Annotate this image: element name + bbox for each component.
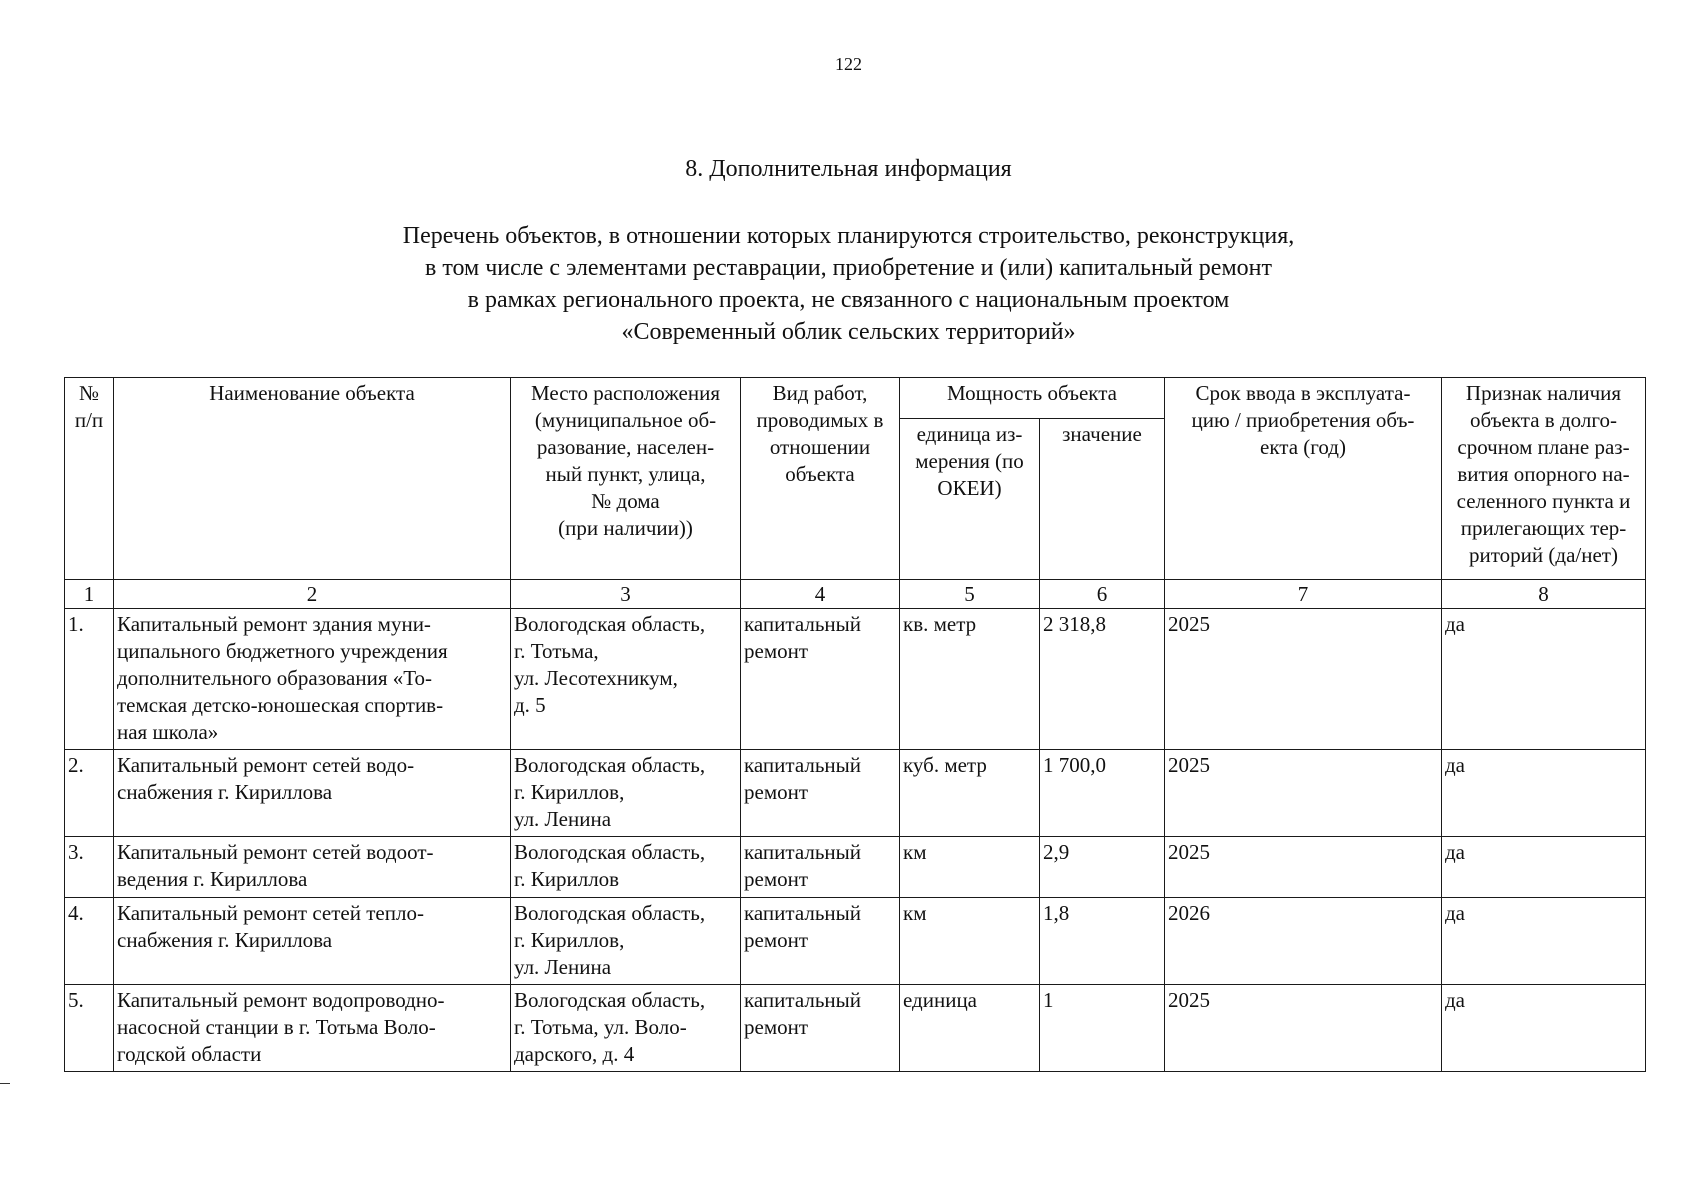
column-numbers-row xyxy=(65,580,1646,609)
plan-flag: да xyxy=(1442,985,1646,1072)
header-num: № п/п xyxy=(65,378,114,580)
table-row xyxy=(65,985,1646,1072)
commissioning-year: 2025 xyxy=(1165,750,1442,837)
column-number: 7 xyxy=(1165,580,1442,609)
capacity-value: 2 318,8 xyxy=(1040,609,1165,750)
object-location: Вологодская область, г. Кириллов, ул. Ленина xyxy=(511,750,741,837)
page-number: 122 xyxy=(835,54,862,74)
table-row xyxy=(65,609,1646,750)
object-name: Капитальный ремонт сетей тепло- снабжения г. Кириллова xyxy=(114,898,511,985)
header-location: Место расположения (муниципальное об- разование, населен- ный пункт, улица, № дома (при наличии)) xyxy=(511,378,741,580)
table-row xyxy=(65,750,1646,837)
unit-of-measure: кв. метр xyxy=(900,609,1040,750)
header-name: Наименование объекта xyxy=(114,378,511,580)
capacity-value: 1,8 xyxy=(1040,898,1165,985)
commissioning-year: 2025 xyxy=(1165,837,1442,898)
object-location: Вологодская область, г. Тотьма, ул. Лесотехникум, д. 5 xyxy=(511,609,741,750)
header-capacity: Мощность объекта xyxy=(900,378,1165,419)
commissioning-year: 2025 xyxy=(1165,985,1442,1072)
header-row xyxy=(65,378,1646,419)
row-number: 1. xyxy=(65,609,114,750)
table-row xyxy=(65,898,1646,985)
unit-of-measure: км xyxy=(900,837,1040,898)
object-location: Вологодская область, г. Кириллов xyxy=(511,837,741,898)
title-line: «Современный облик сельских территорий» xyxy=(621,319,1076,345)
header-plan-flag: Признак наличия объекта в долго- срочном плане раз- вития опорного на- селенного пункта и прилегающих тер- риторий (да/нет) xyxy=(1442,378,1646,580)
title-line: Перечень объектов, в отношении которых планируются строительство, реконструкция, xyxy=(402,223,1295,249)
objects-table xyxy=(64,377,1646,1072)
column-number: 2 xyxy=(114,580,511,609)
row-number: 5. xyxy=(65,985,114,1072)
column-number: 4 xyxy=(741,580,900,609)
row-number: 3. xyxy=(65,837,114,898)
plan-flag: да xyxy=(1442,837,1646,898)
plan-flag: да xyxy=(1442,898,1646,985)
header-deadline: Срок ввода в эксплуата- цию / приобретения объ- екта (год) xyxy=(1165,378,1442,580)
document-title xyxy=(250,220,1447,348)
margin-mark xyxy=(0,1083,10,1084)
object-name: Капитальный ремонт здания муни- ципального бюджетного учреждения дополнительного образования «То- темская детско-юношеская спортив- ная школа» xyxy=(114,609,511,750)
work-type: капитальный ремонт xyxy=(741,750,900,837)
object-name: Капитальный ремонт сетей водо- снабжения г. Кириллова xyxy=(114,750,511,837)
plan-flag: да xyxy=(1442,750,1646,837)
unit-of-measure: единица xyxy=(900,985,1040,1072)
unit-of-measure: км xyxy=(900,898,1040,985)
row-number: 2. xyxy=(65,750,114,837)
work-type: капитальный ремонт xyxy=(741,898,900,985)
object-location: Вологодская область, г. Кириллов, ул. Ленина xyxy=(511,898,741,985)
plan-flag: да xyxy=(1442,609,1646,750)
work-type: капитальный ремонт xyxy=(741,985,900,1072)
header-value: значение xyxy=(1040,419,1165,580)
column-number: 5 xyxy=(900,580,1040,609)
column-number: 8 xyxy=(1442,580,1646,609)
table-row xyxy=(65,837,1646,898)
header-work-type: Вид работ, проводимых в отношении объекта xyxy=(741,378,900,580)
column-number: 6 xyxy=(1040,580,1165,609)
row-number: 4. xyxy=(65,898,114,985)
work-type: капитальный ремонт xyxy=(741,609,900,750)
unit-of-measure: куб. метр xyxy=(900,750,1040,837)
object-name: Капитальный ремонт водопроводно- насосной станции в г. Тотьма Воло- годской области xyxy=(114,985,511,1072)
column-number: 3 xyxy=(511,580,741,609)
commissioning-year: 2026 xyxy=(1165,898,1442,985)
capacity-value: 1 xyxy=(1040,985,1165,1072)
column-number: 1 xyxy=(65,580,114,609)
title-line: в том числе с элементами реставрации, приобретение и (или) капитальный ремонт xyxy=(425,255,1272,281)
work-type: капитальный ремонт xyxy=(741,837,900,898)
object-name: Капитальный ремонт сетей водоот- ведения г. Кириллова xyxy=(114,837,511,898)
capacity-value: 2,9 xyxy=(1040,837,1165,898)
object-location: Вологодская область, г. Тотьма, ул. Воло- дарского, д. 4 xyxy=(511,985,741,1072)
title-line: в рамках регионального проекта, не связанного с национальным проектом xyxy=(467,287,1230,313)
commissioning-year: 2025 xyxy=(1165,609,1442,750)
section-heading: 8. Дополнительная информация xyxy=(685,156,1012,182)
header-unit: единица из- мерения (по ОКЕИ) xyxy=(900,419,1040,580)
capacity-value: 1 700,0 xyxy=(1040,750,1165,837)
